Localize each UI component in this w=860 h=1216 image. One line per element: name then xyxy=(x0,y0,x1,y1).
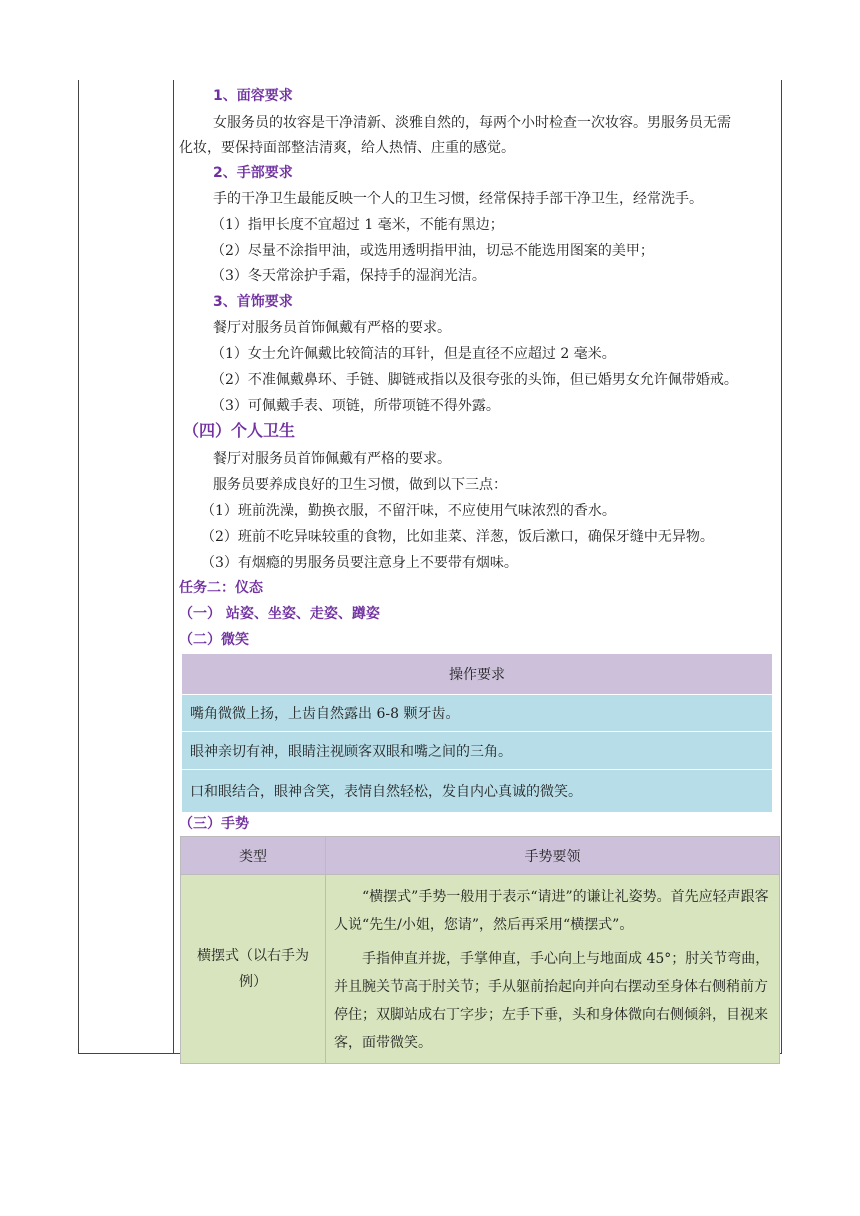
list-jewelry-3: （3）可佩戴手表、项链，所带项链不得外露。 xyxy=(211,398,500,414)
heading-task2: 任务二：仪态 xyxy=(179,580,263,596)
gesture-table-col-type: 类型 xyxy=(181,837,326,875)
para-face-2: 化妆，要保持面部整洁清爽，给人热情、庄重的感觉。 xyxy=(179,140,515,156)
gesture-desc-para-1: “横摆式”手势一般用于表示“请进”的谦让礼姿势。首先应轻声跟客人说“先生/小姐，您请”，然后再采用“横摆式”。 xyxy=(334,889,769,933)
heading-hygiene: （四）个人卫生 xyxy=(183,421,296,440)
heading-postures: （一） 站姿、坐姿、走姿、蹲姿 xyxy=(179,606,380,622)
gesture-table-col-desc: 手势要领 xyxy=(326,837,780,875)
smile-table xyxy=(182,654,772,812)
gesture-desc-cell xyxy=(326,875,780,1064)
list-hands-3: （3）冬天常涂护手霜，保持手的湿润光洁。 xyxy=(211,268,486,284)
para-hygiene-1: 餐厅对服务员首饰佩戴有严格的要求。 xyxy=(213,451,451,467)
para-jewelry: 餐厅对服务员首饰佩戴有严格的要求。 xyxy=(213,320,451,336)
list-hands-1: （1）指甲长度不宜超过 1 毫米，不能有黑边； xyxy=(211,217,504,233)
gesture-type-cell: 横摆式（以右手为例） xyxy=(181,875,326,1064)
gesture-desc-para-2: 手指伸直并拢，手掌伸直，手心向上与地面成 45°；肘关节弯曲，并且腕关节高于肘关节；手从躯前抬起向并向右摆动至身体右侧稍前方停住；双脚站成右丁字步；左手下垂，头和身体微向右侧倾斜，目视来客，面带微笑。 xyxy=(334,951,770,1051)
para-face-1: 女服务员的妆容是干净清新、淡雅自然的，每两个小时检查一次妆容。男服务员无需 xyxy=(213,115,731,131)
smile-table-header: 操作要求 xyxy=(182,654,772,694)
smile-table-row: 口和眼结合，眼神含笑，表情自然轻松，发自内心真诚的微笑。 xyxy=(182,769,772,812)
list-hands-2: （2）尽量不涂指甲油，或选用透明指甲油，切忌不能选用图案的美甲； xyxy=(211,243,654,259)
content-column xyxy=(175,80,781,1053)
list-hygiene-2: （2）班前不吃异味较重的食物，比如韭菜、洋葱，饭后漱口，确保牙缝中无异物。 xyxy=(201,529,714,545)
heading-hands: 2、手部要求 xyxy=(213,165,293,181)
left-column xyxy=(79,80,174,1053)
para-hands: 手的干净卫生最能反映一个人的卫生习惯，经常保持手部干净卫生，经常洗手。 xyxy=(213,191,703,207)
heading-gesture: （三）手势 xyxy=(179,816,249,832)
heading-smile: （二）微笑 xyxy=(179,632,249,648)
gesture-table xyxy=(180,836,780,1064)
heading-jewelry: 3、首饰要求 xyxy=(213,294,293,310)
list-jewelry-1: （1）女士允许佩戴比较简洁的耳针，但是直径不应超过 2 毫米。 xyxy=(211,346,616,362)
list-jewelry-2: （2）不准佩戴鼻环、手链、脚链戒指以及很夸张的头饰，但已婚男女允许佩带婚戒。 xyxy=(211,372,738,388)
list-hygiene-1: （1）班前洗澡，勤换衣服，不留汗味，不应使用气味浓烈的香水。 xyxy=(201,503,616,519)
para-hygiene-2: 服务员要养成良好的卫生习惯，做到以下三点： xyxy=(213,477,507,493)
smile-table-row: 眼神亲切有神，眼睛注视顾客双眼和嘴之间的三角。 xyxy=(182,731,772,769)
list-hygiene-3: （3）有烟瘾的男服务员要注意身上不要带有烟味。 xyxy=(201,555,518,571)
heading-face: 1、面容要求 xyxy=(213,88,293,104)
page-frame xyxy=(78,80,782,1054)
smile-table-row: 嘴角微微上扬，上齿自然露出 6-8 颗牙齿。 xyxy=(182,694,772,731)
